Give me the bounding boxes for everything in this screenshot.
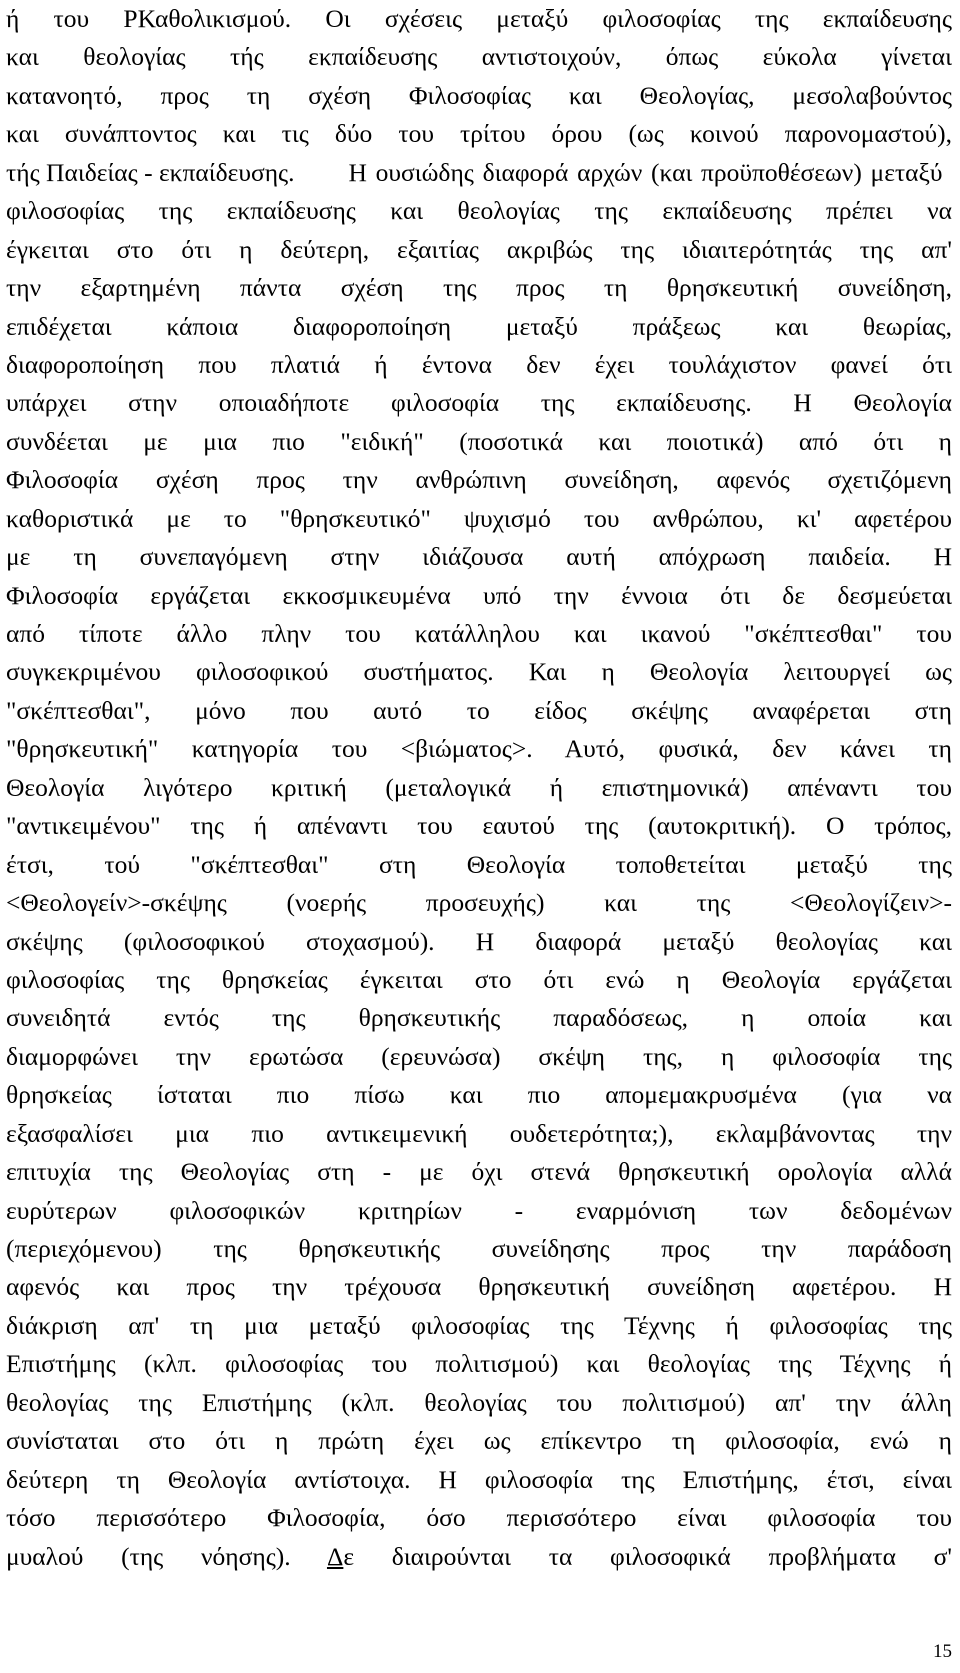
text-line: θρησκείας ίσταται πιο πίσω και πιο απομεμακρυσμένα (για να: [6, 1080, 952, 1110]
text-line: [6, 1538, 952, 1576]
text-line: κατανοητό, προς τη σχέση Φιλοσοφίας και Θεολογίας, μεσολαβούντος: [6, 80, 952, 110]
text-line: συνίσταται στο ότι η πρώτη έχει ως επίκεντρο τη φιλοσοφία, ενώ η: [6, 1426, 952, 1456]
text-segment: μυαλού (της νόησης).: [6, 1541, 327, 1571]
text-line: διαφοροποίηση που πλατιά ή έντονα δεν έχει τουλάχιστον φανεί ότι: [6, 349, 952, 379]
text-line: θεολογίας της Επιστήμης (κλπ. θεολογίας του πολιτισμού) απ' την άλλη: [6, 1387, 952, 1417]
text-line: <Θεολογείν>-σκέψης (νοερής προσευχής) και της <Θεολογίζειν>-: [6, 888, 952, 918]
text-line: Φιλοσοφία εργάζεται εκκοσμικευμένα υπό την έννοια ότι δε δεσμεύεται: [6, 580, 952, 610]
text-line: ή του PΚαθολικισμού. Οι σχέσεις μεταξύ φιλοσοφίας της εκπαίδευσης: [6, 4, 952, 33]
text-line: έτσι, τού "σκέπτεσθαι" στη Θεολογία τοποθετείται μεταξύ της: [6, 849, 952, 879]
text-line: από τίποτε άλλο πλην του κατάλληλου και ικανού "σκέπτεσθαι" του: [6, 619, 952, 648]
text-line: με τη συνεπαγόμενη στην ιδιάζουσα αυτή απόχρωση παιδεία. Η: [6, 542, 952, 572]
text-line: υπάρχει στην οποιαδήποτε φιλοσοφία της εκπαίδευσης. Η Θεολογία: [6, 388, 952, 418]
text-line: καθοριστικά με το "θρησκευτικό" ψυχισμό του ανθρώπου, κι' αφετέρου: [6, 503, 952, 533]
text-line: επιτυχία της Θεολογίας στη - με όχι στενά θρησκευτική ορολογία αλλά: [6, 1157, 952, 1187]
text-line: Φιλοσοφία σχέση προς την ανθρώπινη συνείδηση, αφενός σχετιζόμενη: [6, 465, 952, 495]
text-line: διαμορφώνει την ερωτώσα (ερευνώσα) σκέψη της, η φιλοσοφία της: [6, 1041, 952, 1071]
text-line: φιλοσοφίας της εκπαίδευσης και θεολογίας της εκπαίδευσης πρέπει να: [6, 196, 952, 226]
text-line: συνδέεται με μια πιο "ειδική" (ποσοτικά και ποιοτικά) από ότι η: [6, 426, 952, 456]
paragraph-end: τής Παιδείας - εκπαίδευσης.: [6, 157, 295, 187]
paragraph-start: Η ουσιώδης διαφορά αρχών (και προϋποθέσεων) μεταξύ: [348, 157, 943, 187]
text-line: φιλοσοφίας της θρησκείας έγκειται στο ότι ενώ η Θεολογία εργάζεται: [6, 964, 952, 994]
text-line: συνειδητά εντός της θρησκευτικής παραδόσεως, η οποία και: [6, 1003, 952, 1033]
text-line: και συνάπτοντος και τις δύο του τρίτου όρου (ως κοινού παρονομαστού),: [6, 119, 952, 149]
text-line: [6, 154, 952, 192]
text-line: και θεολογίας τής εκπαίδευσης αντιστοιχούν, όπως εύκολα γίνεται: [6, 42, 952, 72]
text-line: Επιστήμης (κλπ. φιλοσοφίας του πολιτισμού) και θεολογίας της Τέχνης ή: [6, 1349, 952, 1379]
text-line: συγκεκριμένου φιλοσοφικού συστήματος. Και η Θεολογία λειτουργεί ως: [6, 657, 952, 687]
text-line: "θρησκευτική" κατηγορία του <βιώματος>. Αυτό, φυσικά, δεν κάνει τη: [6, 734, 952, 764]
text-segment: ε διαιρούνται τα φιλοσοφικά προβλήματα σ': [343, 1541, 952, 1571]
text-line: αφενός και προς την τρέχουσα θρησκευτική συνείδηση αφετέρου. Η: [6, 1272, 952, 1302]
text-line: ευρύτερων φιλοσοφικών κριτηρίων - εναρμόνιση των δεδομένων: [6, 1195, 952, 1225]
text-line: επιδέχεται κάποια διαφοροποίηση μεταξύ πράξεως και θεωρίας,: [6, 311, 952, 341]
text-line: διάκριση απ' τη μια μεταξύ φιλοσοφίας της Τέχνης ή φιλοσοφίας της: [6, 1310, 952, 1340]
text-line: Θεολογία λιγότερο κριτική (μεταλογικά ή επιστημονικά) απέναντι του: [6, 772, 952, 802]
text-line: "αντικειμένου" της ή απέναντι του εαυτού της (αυτοκριτική). Ο τρόπος,: [6, 811, 952, 841]
page-number: 15: [933, 1641, 952, 1662]
underlined-letter: Δ: [326, 1541, 344, 1571]
text-line: δεύτερη τη Θεολογία αντίστοιχα. Η φιλοσοφία της Επιστήμης, έτσι, είναι: [6, 1464, 952, 1494]
text-line: (περιεχόμενου) της θρησκευτικής συνείδησης προς την παράδοση: [6, 1234, 952, 1263]
text-line: σκέψης (φιλοσοφικού στοχασμού). Η διαφορά μεταξύ θεολογίας και: [6, 926, 952, 956]
text-line: τόσο περισσότερο Φιλοσοφία, όσο περισσότερο είναι φιλοσοφία του: [6, 1503, 952, 1533]
text-line: εξασφαλίσει μια πιο αντικειμενική ουδετερότητα;), εκλαμβάνοντας την: [6, 1118, 952, 1148]
body-text: [6, 0, 952, 1576]
text-line: "σκέπτεσθαι", μόνο που αυτό το είδος σκέψης αναφέρεται στη: [6, 695, 952, 725]
text-line: έγκειται στο ότι η δεύτερη, εξαιτίας ακριβώς της ιδιαιτερότητάς της απ': [6, 234, 952, 264]
text-line: την εξαρτημένη πάντα σχέση της προς τη θρησκευτική συνείδηση,: [6, 273, 952, 303]
